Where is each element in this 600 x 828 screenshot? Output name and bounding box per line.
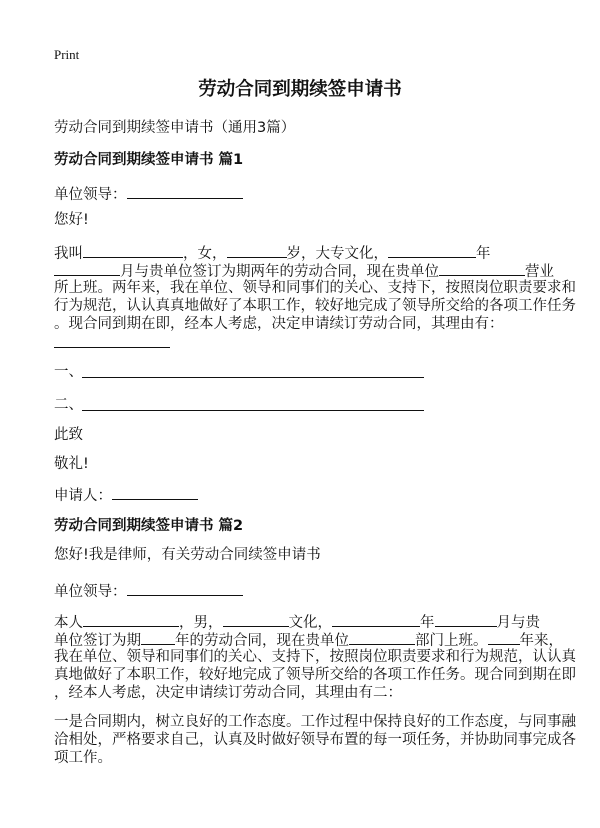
text: 本人	[54, 615, 83, 631]
intro: 您好!我是律师，有关劳动合同续签申请书	[54, 547, 321, 563]
label: 申请人：	[54, 488, 112, 504]
para-line: 一是合同期内，树立良好的工作态度。工作过程中保持良好的工作态度，与同事融	[54, 714, 576, 730]
para-line: 我在单位、领导和同事们的关心、支持下，按照岗位职责要求和行为规范，认认真	[54, 649, 576, 665]
blank-field	[54, 261, 120, 276]
text: ，男，	[179, 615, 223, 631]
blank-field	[112, 485, 198, 500]
blank-field	[127, 184, 243, 199]
text: 年	[476, 246, 491, 262]
para-line: 项工作。	[54, 750, 112, 766]
text: 月与贵	[496, 615, 540, 631]
para-line: ，经本人考虑，决定申请续订劳动合同，其理由有二：	[54, 685, 402, 701]
blank-field	[439, 261, 525, 276]
blank-field	[227, 243, 287, 258]
text: 年的劳动合同，现在贵单位	[175, 633, 349, 649]
para-line: 所上班。两年来，我在单位、领导和同事们的关心、支持下，按照岗位职责要求和	[54, 280, 576, 296]
leader-line	[54, 184, 243, 202]
blank-field	[388, 243, 476, 258]
text: 部门上班。	[415, 633, 488, 649]
subtitle: 劳动合同到期续签申请书（通用3篇）	[54, 120, 296, 136]
salute: 敬礼!	[54, 456, 89, 472]
print-link[interactable]: Print	[54, 47, 80, 62]
para-line: 。现合同到期在即，经本人考虑，决定申请续订劳动合同，其理由有：	[54, 316, 504, 332]
label: 单位领导：	[54, 584, 127, 600]
blank-line	[82, 377, 424, 378]
text: 年	[420, 615, 435, 631]
closing: 此致	[54, 427, 83, 443]
reason-item-1	[54, 363, 83, 381]
para-line: 行为规范，认认真真地做好了本职工作，较好地完成了领导所交给的各项工作任务	[54, 298, 576, 314]
blank-field	[83, 612, 179, 627]
blank-field	[435, 612, 497, 627]
applicant-line	[54, 485, 198, 503]
section-1-heading: 劳动合同到期续签申请书 篇1	[54, 152, 244, 168]
section-2-heading: 劳动合同到期续签申请书 篇2	[54, 518, 244, 534]
para-line: 真地做好了本职工作，较好地完成了领导所交给的各项工作任务。现合同到期在即	[54, 667, 576, 683]
text: 一、	[54, 364, 83, 380]
para-line	[54, 261, 554, 279]
text: 文化，	[288, 615, 332, 631]
para-line	[54, 612, 540, 630]
para-line: 洽相处，严格要求自己，认真及时做好领导布置的每一项任务，并协助同事完成各	[54, 732, 576, 748]
text: 二、	[54, 397, 83, 413]
text: 月与贵单位签订为期两年的劳动合同，现在贵单位	[120, 264, 439, 280]
text: ，女，	[183, 246, 227, 262]
blank-field	[223, 612, 289, 627]
reason-item-2	[54, 396, 83, 414]
blank-field	[127, 581, 243, 596]
para-line	[54, 630, 563, 648]
leader-line	[54, 581, 243, 599]
blank-field	[349, 630, 415, 645]
para-line	[54, 243, 491, 261]
text: 营业	[525, 264, 554, 280]
label: 单位领导：	[54, 187, 127, 203]
blank-field	[83, 243, 183, 258]
text: 年来，	[519, 633, 563, 649]
text: 我叫	[54, 246, 83, 262]
blank-field	[141, 630, 175, 645]
page-title: 劳动合同到期续签申请书	[198, 79, 402, 100]
greeting: 您好!	[54, 212, 89, 228]
blank-line	[82, 410, 424, 411]
text: 单位签订为期	[54, 633, 141, 649]
blank-field	[488, 630, 520, 645]
blank-line	[54, 347, 170, 348]
text: 岁，大专文化，	[286, 246, 388, 262]
blank-field	[332, 612, 420, 627]
